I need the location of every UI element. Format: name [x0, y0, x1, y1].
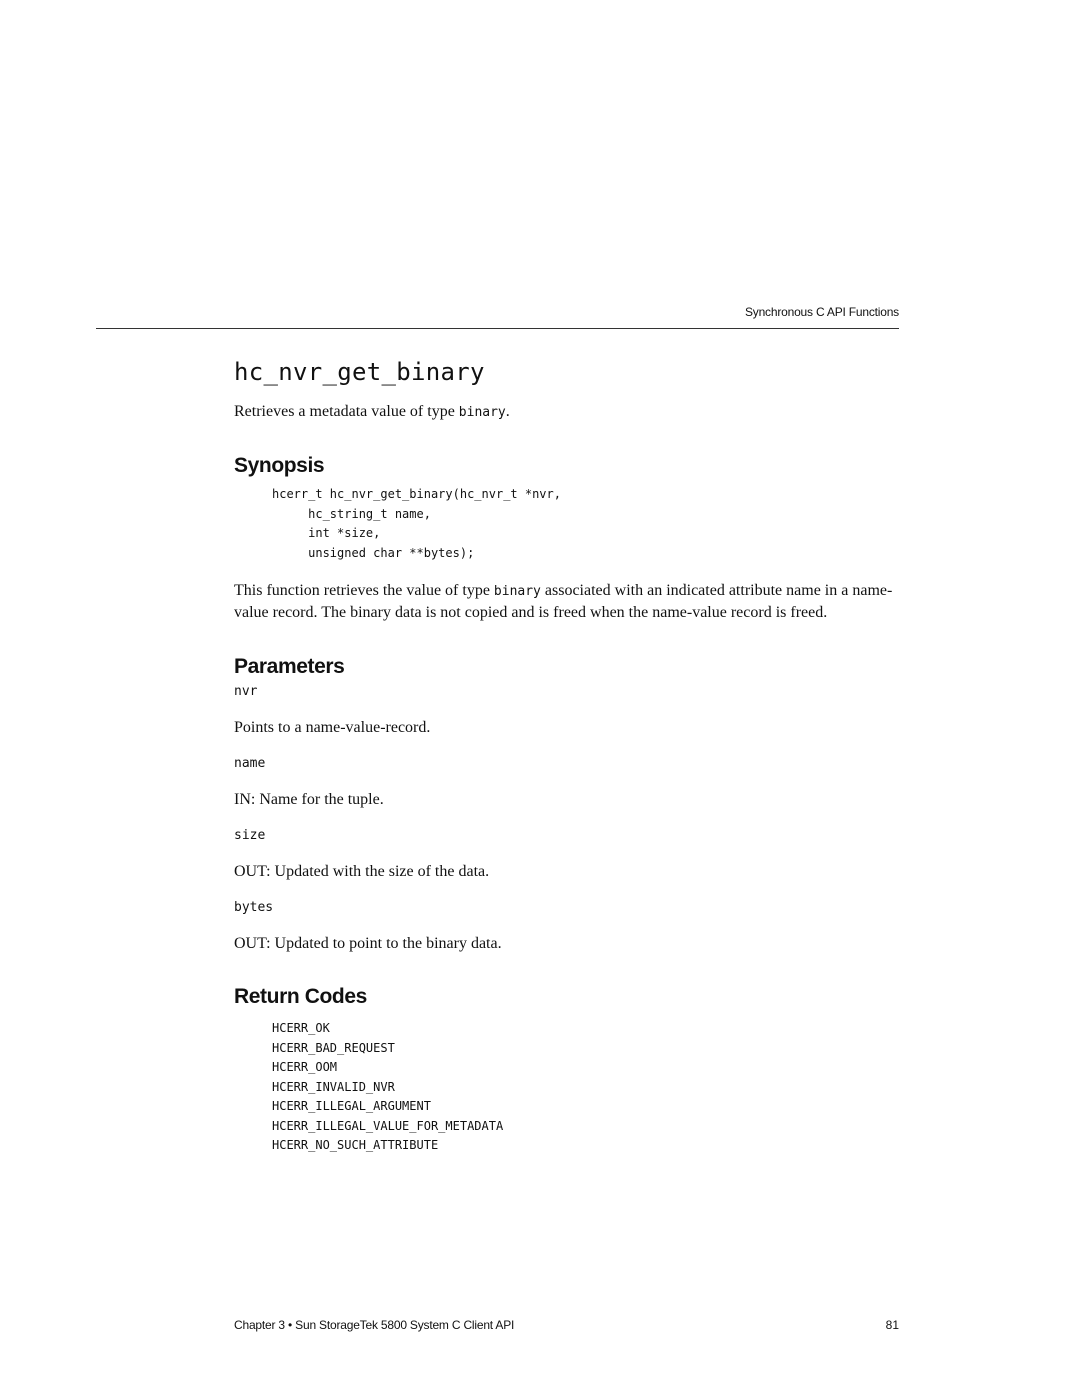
- running-head: Synchronous C API Functions: [744, 305, 899, 319]
- summary-code: binary: [458, 405, 506, 420]
- summary: [234, 401, 900, 424]
- parameter-list: [234, 683, 900, 955]
- header-rule: [96, 328, 899, 329]
- return-code: HCERR_OOM: [272, 1060, 338, 1074]
- summary-end: .: [505, 403, 510, 420]
- parameters-heading: Parameters: [234, 655, 345, 678]
- main-content: [234, 352, 900, 1156]
- param-bytes-desc: OUT: Updated to point to the binary data.: [234, 935, 502, 952]
- param-name-name: name: [234, 756, 266, 771]
- param-size-name: size: [234, 828, 266, 843]
- return-code: HCERR_NO_SUCH_ATTRIBUTE: [272, 1138, 439, 1152]
- page-number: 81: [885, 1318, 899, 1332]
- param-nvr-name: nvr: [234, 684, 258, 699]
- return-code: HCERR_OK: [272, 1021, 330, 1035]
- return-code: HCERR_ILLEGAL_ARGUMENT: [272, 1099, 431, 1113]
- return-code: HCERR_INVALID_NVR: [272, 1079, 395, 1094]
- summary-text: Retrieves a metadata value of type: [234, 403, 459, 420]
- description-text: This function retrieves the value of type: [234, 582, 494, 599]
- synopsis-code: hcerr_t hc_nvr_get_binary(hc_nvr_t *nvr, hc_string_t name, int *size, unsigned char **bytes);: [272, 487, 561, 560]
- return-codes-heading: Return Codes: [234, 985, 367, 1008]
- return-code: HCERR_BAD_REQUEST: [272, 1040, 395, 1055]
- param-nvr-desc: Points to a name-value-record.: [234, 719, 431, 736]
- return-code: HCERR_ILLEGAL_VALUE_FOR_METADATA: [272, 1118, 504, 1133]
- synopsis-heading: Synopsis: [234, 454, 325, 477]
- param-bytes-name: bytes: [234, 900, 274, 915]
- return-code-list: [272, 1019, 900, 1156]
- function-description: [234, 580, 900, 623]
- page-title: hc_nvr_get_binary: [234, 358, 485, 386]
- param-name-desc: IN: Name for the tuple.: [234, 791, 384, 808]
- description-rest: associated with an indicated attribute name in a name-value record. The binary data is not copied and is freed when the name-value record is freed.: [234, 582, 893, 621]
- param-size-desc: OUT: Updated with the size of the data.: [234, 863, 490, 880]
- footer-chapter: Chapter 3 • Sun StorageTek 5800 System C Client API: [234, 1318, 515, 1332]
- description-code: binary: [493, 584, 541, 599]
